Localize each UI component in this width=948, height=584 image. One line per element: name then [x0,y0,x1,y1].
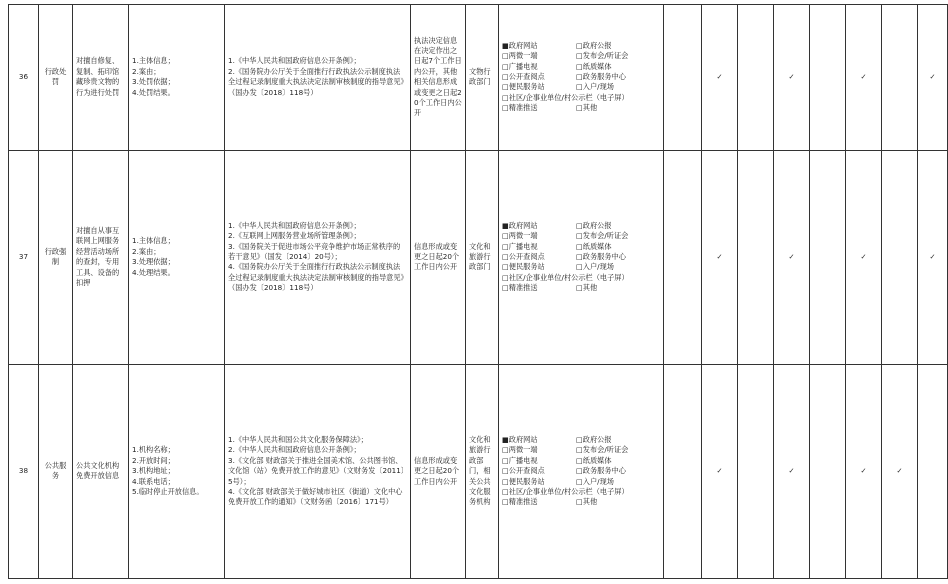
content-line: 2.案由； [132,246,161,256]
channel-option: □公开查阅点 [502,251,545,261]
check-mark: ✓ [846,364,882,578]
check-mark [738,364,774,578]
check-mark [810,364,846,578]
channel-option: □两微一端 [502,445,538,455]
disclosure-subject: 文化和旅游行政部门 [466,150,499,364]
check-mark [664,150,702,364]
check-mark: ✓ [774,5,810,151]
basis-line: 3.《文化部 财政部关于推进全国美术馆、公共图书馆、文化馆（站）免费开放工作的意见》（文财务发〔2011〕5号）； [228,455,405,486]
channel-option: □两微一端 [502,51,538,61]
content-line: 1.主体信息； [132,236,175,246]
channel-option: □发布会/听证会 [576,231,629,241]
disclosure-subject: 文化和旅游行政部门，相关公共文化服务机构 [466,364,499,578]
check-mark [810,5,846,151]
item-category: 公共服务 [39,364,73,578]
channel-option: □便民服务站 [502,262,545,272]
channel-option: □发布会/听证会 [576,445,629,455]
channel-list [502,41,660,114]
check-mark: ✓ [882,364,918,578]
channel-option: ■政府网站 [502,434,538,444]
content-line: 2.案由； [132,66,161,76]
channel-option: □入户/现场 [576,82,614,92]
content-line: 4.处理结果。 [132,267,175,277]
check-mark [882,150,918,364]
check-mark: ✓ [702,364,738,578]
basis-line: 2.《互联网上网服务营业场所管理条例》； [228,231,361,241]
channel-option: □入户/现场 [576,476,614,486]
channel-option: □政务服务中心 [576,251,626,261]
check-mark [664,364,702,578]
disclosure-content [129,364,225,578]
channel-option: □精准推送 [502,283,538,293]
disclosure-item: 公共文化机构免费开放信息 [73,364,129,578]
channel-option: □纸质媒体 [576,241,612,251]
item-category: 行政强制 [39,150,73,364]
row-number: 38 [9,364,39,578]
check-mark [738,150,774,364]
disclosure-channels [499,5,664,151]
check-mark: ✓ [918,150,948,364]
channel-option: □两微一端 [502,231,538,241]
disclosure-deadline: 信息形成或变更之日起20个工作日内公开 [411,150,466,364]
channel-option: □公开查阅点 [502,72,545,82]
channel-option: □便民服务站 [502,476,545,486]
channel-list [502,221,660,294]
check-mark [810,150,846,364]
channel-option: □广播电视 [502,61,538,71]
row-number: 36 [9,5,39,151]
channel-option: □其他 [576,283,598,293]
disclosure-deadline: 执法决定信息在决定作出之日起7个工作日内公开，其他相关信息形成或变更之日起20个工作日内公开 [411,5,466,151]
channel-option: □社区/企事业单位/村公示栏（电子屏） [502,92,629,102]
check-mark: ✓ [918,5,948,151]
check-mark [664,5,702,151]
channel-option: ■政府网站 [502,40,538,50]
table-row [9,150,948,364]
content-line: 3.处罚依据； [132,77,175,87]
channel-option: □政务服务中心 [576,466,626,476]
channel-option: □社区/企事业单位/村公示栏（电子屏） [502,486,629,496]
disclosure-item: 对擅自修复、复制、拓印馆藏珍贵文物的行为进行处罚 [73,5,129,151]
content-line: 1.机构名称； [132,445,175,455]
check-mark [918,364,948,578]
channel-list [502,435,660,508]
basis-line: 3.《国务院关于促进市场公平竞争维护市场正常秩序的若干意见》（国发〔2014〕20号）； [228,241,401,261]
channel-option: □其他 [576,103,598,113]
channel-option: □纸质媒体 [576,455,612,465]
channel-option: □政府公报 [576,40,612,50]
basis-line: 1.《中华人民共和国公共文化服务保障法》； [228,434,368,444]
basis-line: 2.《中华人民共和国政府信息公开条例》； [228,445,361,455]
check-mark [738,5,774,151]
check-mark: ✓ [774,150,810,364]
disclosure-channels [499,364,664,578]
channel-option: □政府公报 [576,434,612,444]
content-line: 5.临时停止开放信息。 [132,486,204,496]
channel-option: □广播电视 [502,241,538,251]
row-number: 37 [9,150,39,364]
disclosure-table [8,4,948,579]
channel-option: □入户/现场 [576,262,614,272]
basis-line: 1.《中华人民共和国政府信息公开条例》； [228,220,361,230]
disclosure-content [129,5,225,151]
channel-option: □政府公报 [576,220,612,230]
channel-option: □其他 [576,497,598,507]
check-mark: ✓ [702,5,738,151]
basis-line: 2.《国务院办公厅关于全面推行行政执法公示制度执法全过程记录制度重大执法决定法制审核制度的指导意见》（国办发〔2018〕118号） [228,66,405,97]
channel-option: □发布会/听证会 [576,51,629,61]
legal-basis [225,364,411,578]
table-row [9,364,948,578]
disclosure-subject: 文物行政部门 [466,5,499,151]
disclosure-item: 对擅自从事互联网上网服务经营活动场所的查封，专用工具、设备的扣押 [73,150,129,364]
check-mark [882,5,918,151]
content-line: 3.处理依据； [132,257,175,267]
check-mark: ✓ [774,364,810,578]
channel-option: □纸质媒体 [576,61,612,71]
check-mark: ✓ [846,150,882,364]
channel-option: □社区/企事业单位/村公示栏（电子屏） [502,272,629,282]
channel-option: □便民服务站 [502,82,545,92]
content-line: 1.主体信息； [132,56,175,66]
disclosure-channels [499,150,664,364]
check-mark: ✓ [702,150,738,364]
disclosure-content [129,150,225,364]
channel-option: ■政府网站 [502,220,538,230]
legal-basis [225,150,411,364]
channel-option: □精准推送 [502,497,538,507]
disclosure-deadline: 信息形成或变更之日起20个工作日内公开 [411,364,466,578]
channel-option: □精准推送 [502,103,538,113]
channel-option: □政务服务中心 [576,72,626,82]
content-line: 2.开放时间； [132,455,175,465]
content-line: 4.处罚结果。 [132,87,175,97]
check-mark: ✓ [846,5,882,151]
content-line: 4.联系电话； [132,476,175,486]
table-row [9,5,948,151]
basis-line: 4.《国务院办公厅关于全面推行行政执法公示制度执法全过程记录制度重大执法决定法制审核制度的指导意见》（国办发〔2018〕118号） [228,262,405,293]
legal-basis [225,5,411,151]
channel-option: □公开查阅点 [502,466,545,476]
channel-option: □广播电视 [502,455,538,465]
basis-line: 4.《文化部 财政部关于做好城市社区（街道）文化中心免费开放工作的通知》（文财务函〔2016〕171号） [228,486,403,507]
basis-line: 1.《中华人民共和国政府信息公开条例》； [228,56,361,66]
item-category: 行政处罚 [39,5,73,151]
content-line: 3.机构地址； [132,466,175,476]
